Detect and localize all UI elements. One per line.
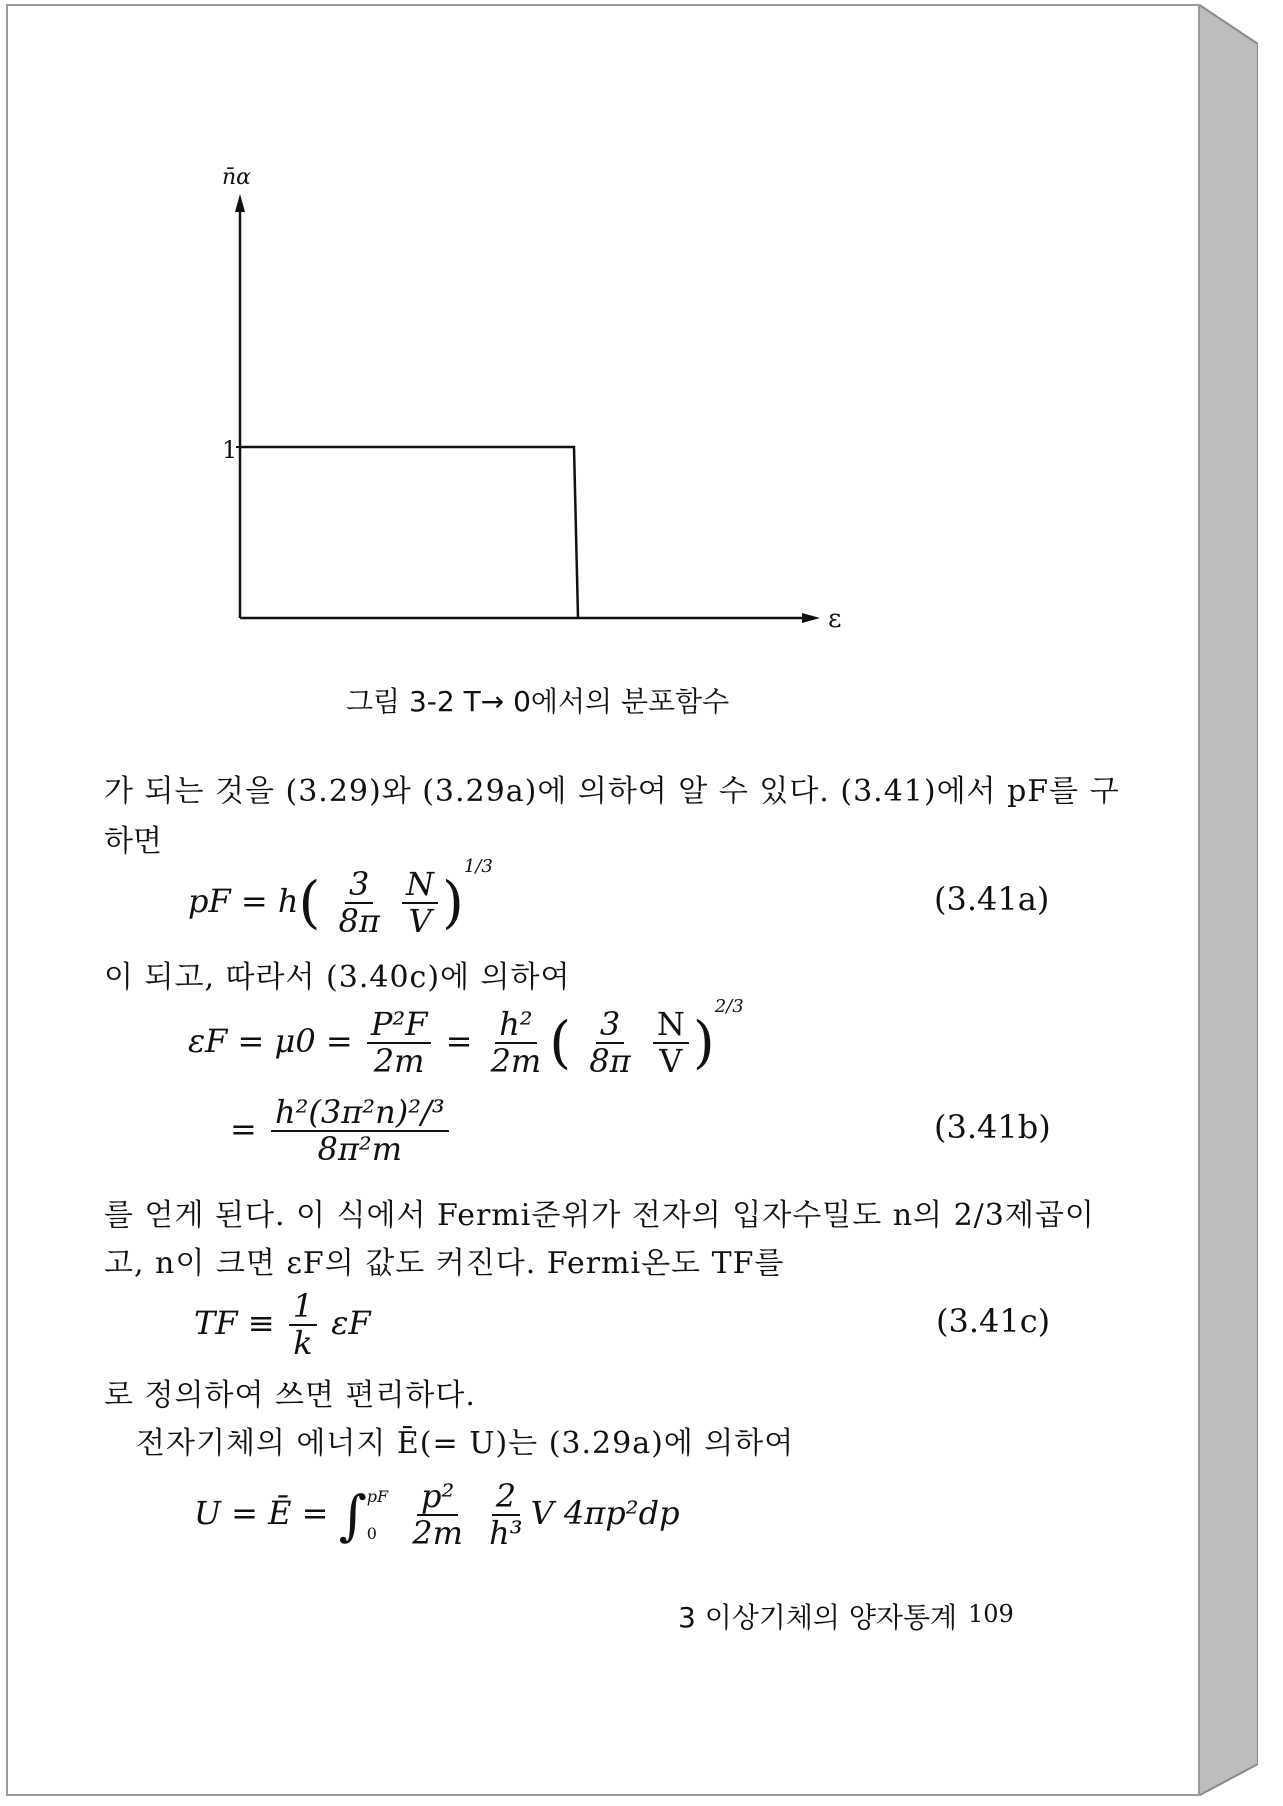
- x-axis-label: ε: [828, 604, 842, 634]
- equation-number-3-41a: (3.41a): [934, 880, 1050, 918]
- running-footer-chapter: 3 이상기체의 양자통계: [678, 1601, 958, 1634]
- book-page: [6, 4, 1200, 1796]
- page-number: 109: [968, 1600, 1014, 1628]
- paragraph-2: 이 되고, 따라서 (3.40c)에 의하여: [104, 960, 571, 995]
- paragraph-3-line-1: 를 얻게 된다. 이 식에서 Fermi준위가 전자의 입자수밀도 n의 2/3제곱이: [104, 1198, 1095, 1233]
- equation-3-41b-line-1: εF = μ0 = $\frac{\text{P²F}}{2m}$ = $\frac{\text{h²}}{2m}$ ( $\frac{3}{8\pi}$ $\frac{N}{V}$ )$^{2/3}$: [188, 996, 744, 1080]
- eq-341a-exponent: 1/3: [463, 856, 493, 878]
- y-tick-label: 1: [222, 436, 238, 464]
- eq-341a-lhs: pF = h: [188, 881, 299, 920]
- distribution-figure: [8, 6, 1198, 646]
- eq-U-frac-2: $\frac{2}{\text{h³}}$: [489, 1477, 523, 1552]
- eq-341b-frac-h: $\frac{\text{h²}}{2m}$: [490, 1005, 542, 1080]
- equation-3-41b-line-2: = $\frac{\text{h²(3π²n)²/³}}{\text{8π²m}}$: [230, 1096, 453, 1167]
- paragraph-1-line-1: 가 되는 것을 (3.29)와 (3.29a)에 의하여 알 수 있다. (3.41)에서 pF를 구: [104, 774, 1120, 809]
- eq-341b-frac-pf: $\frac{\text{P²F}}{2m}$: [367, 1008, 432, 1079]
- y-axis-label: n̄α: [222, 165, 252, 190]
- equation-number-3-41c: (3.41c): [936, 1302, 1051, 1340]
- eq-U-frac-1: $\frac{\text{p²}}{2m}$: [412, 1477, 463, 1552]
- equation-number-3-41b: (3.41b): [934, 1108, 1051, 1146]
- eq-341c-frac: $\frac{1}{k}$: [289, 1290, 317, 1361]
- book-spine: [1198, 4, 1258, 1796]
- eq-341a-frac-1: $\frac{3}{8\pi}$: [338, 865, 380, 940]
- paragraph-3-line-2: 고, n이 크면 εF의 값도 커진다. Fermi온도 TF를: [104, 1246, 785, 1281]
- integral-sign-icon: ∫: [338, 1483, 367, 1547]
- y-axis-arrow: [235, 194, 245, 212]
- equation-3-41a: pF = h( $\frac{3}{8\pi}$ $\frac{N}{V}$ )$^{1/3}$: [188, 856, 493, 940]
- step-function: [240, 447, 578, 618]
- eq-341b-frac-final: $\frac{\text{h²(3π²n)²/³}}{\text{8π²m}}$: [271, 1096, 449, 1167]
- eq-341a-frac-2: $\frac{N}{V}$: [402, 868, 438, 939]
- figure-caption: 그림 3-2 T→ 0에서의 분포함수: [346, 685, 730, 718]
- paragraph-1-line-2: 하면: [104, 824, 162, 859]
- eq-341b-frac-3: $\frac{3}{8\pi}$: [589, 1005, 631, 1080]
- paragraph-4: 로 정의하여 쓰면 편리하다.: [104, 1378, 476, 1413]
- paragraph-5: 전자기체의 에너지 Ē(= U)는 (3.29a)에 의하여: [136, 1426, 795, 1461]
- eq-341b-frac-nv: $\frac{N}{V}$: [653, 1008, 689, 1079]
- equation-energy: U = Ē = ∫ pF 0 $\frac{\text{p²}}{2m}$ $\frac{2}{\text{h³}}$ V 4πp²dp: [194, 1477, 680, 1552]
- x-axis-arrow: [802, 613, 820, 623]
- equation-3-41c: TF ≡ $\frac{1}{k}$ εF: [194, 1287, 371, 1362]
